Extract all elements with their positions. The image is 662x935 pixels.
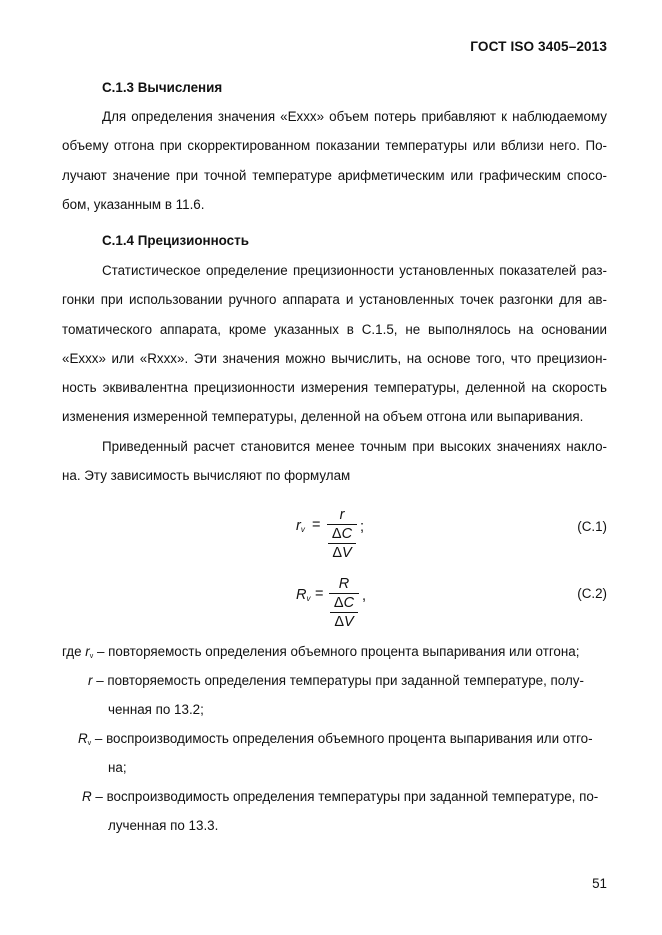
- delta-symbol: Δ: [334, 614, 344, 630]
- formula-punctuation: ;: [360, 519, 365, 535]
- formula-lhs-symbol: R: [296, 587, 307, 603]
- formula-lhs-subscript: v: [300, 525, 305, 534]
- paragraph-line: объему отгона при скорректированном показании температуры или вблизи него. По-: [62, 138, 607, 154]
- definition-dash: –: [91, 731, 107, 746]
- fraction-numerator: R: [338, 576, 350, 592]
- fraction-inner-numerator: [326, 525, 358, 543]
- section-heading-c-1-3: С.1.3 Вычисления: [102, 80, 223, 95]
- definition-text: повторяемость определения объемного процента выпаривания или отгона;: [108, 644, 580, 659]
- definition-item-r: [88, 673, 584, 688]
- delta-symbol: Δ: [332, 545, 342, 561]
- paragraph-precision: [62, 256, 607, 432]
- paragraph-line: бом, указанным в 11.6.: [62, 196, 205, 212]
- formula-lhs-subscript: v: [306, 594, 311, 603]
- delta-symbol: Δ: [331, 526, 342, 542]
- definition-continuation: ченная по 13.2;: [108, 702, 204, 717]
- formula-number-c-2: (С.2): [577, 586, 607, 601]
- paragraph-line: Для определения значения «Exxx» объем потерь прибавляют к наблюдаемому: [102, 109, 607, 124]
- equals-sign: =: [315, 586, 324, 602]
- standard-code-header: ГОСТ ISO 3405–2013: [470, 39, 607, 54]
- equals-sign: =: [312, 517, 321, 533]
- section-heading-c-1-4: С.1.4 Прецизионность: [102, 233, 249, 248]
- paragraph-line: на. Эту зависимость вычисляют по формулам: [62, 468, 351, 484]
- symbol-letter: R: [78, 731, 88, 746]
- paragraph-line: Приведенный расчет становится менее точным при высоких значениях накло-: [102, 439, 607, 454]
- definition-item-R: [82, 789, 598, 804]
- definition-text: воспроизводимость определения объемного процента выпаривания или отго-: [106, 731, 593, 746]
- paragraph-calculations: [62, 102, 607, 219]
- symbol-subscript: v: [87, 740, 92, 747]
- formula-number-c-1: (С.1): [577, 519, 607, 534]
- fraction-denominator: [328, 613, 360, 631]
- definition-dash: –: [92, 673, 108, 688]
- variable-v: V: [342, 545, 352, 561]
- definition-item-Rv: [78, 731, 593, 747]
- formula-fraction: [326, 507, 358, 562]
- variable-v: V: [344, 614, 354, 630]
- formula-fraction: [328, 576, 360, 631]
- paragraph-line: гонки при использовании ручного аппарата и установленных точек разгонки для ав-: [62, 292, 607, 308]
- definition-item-rv: [62, 644, 579, 660]
- variable-c: C: [343, 595, 355, 611]
- definition-dash: –: [91, 789, 107, 804]
- paragraph-line: лучают значение при точной температуре арифметическим или графическим спосо-: [62, 167, 607, 183]
- paragraph-line: Статистическое определение прецизионности установленных показателей раз-: [102, 263, 607, 278]
- delta-symbol: Δ: [333, 595, 344, 611]
- symbol-letter: R: [82, 789, 92, 804]
- paragraph-calculation-note: [62, 432, 607, 491]
- definition-lead-word: где: [62, 644, 82, 659]
- definition-symbol: [78, 731, 91, 746]
- paragraph-line: ность эквивалентна прецизионности измерения температуры, деленной на скорость: [62, 380, 607, 396]
- variable-c: C: [341, 526, 353, 542]
- formula-lhs-symbol: r: [296, 518, 301, 534]
- symbol-subscript: v: [89, 653, 94, 660]
- fraction-denominator: [326, 544, 358, 562]
- formula-lhs: [296, 518, 305, 534]
- paragraph-line: томатического аппарата, кроме указанных в С.1.5, не выполнялось на основании: [62, 321, 607, 337]
- page-number: 51: [592, 876, 607, 891]
- definition-continuation: лученная по 13.3.: [108, 818, 219, 833]
- definition-dash: –: [93, 644, 109, 659]
- formula-lhs: [296, 587, 310, 603]
- symbol-letter: r: [88, 673, 93, 688]
- symbol-letter: r: [85, 644, 90, 659]
- definition-symbol: [82, 789, 92, 804]
- definition-continuation: на;: [108, 760, 127, 775]
- fraction-inner-numerator: [328, 594, 360, 612]
- paragraph-line: изменения измеренной температуры, деленной на объем отгона или выпаривания.: [62, 409, 584, 425]
- paragraph-line: «Exxx» или «Rxxx». Эти значения можно вычислить, на основе того, что прецизион-: [62, 350, 607, 366]
- fraction-numerator: r: [339, 507, 345, 523]
- definition-text: повторяемость определения температуры при заданной температуре, полу-: [107, 673, 584, 688]
- definition-text: воспроизводимость определения температуры при заданной температуре, по-: [106, 789, 599, 804]
- formula-punctuation: ,: [362, 588, 367, 604]
